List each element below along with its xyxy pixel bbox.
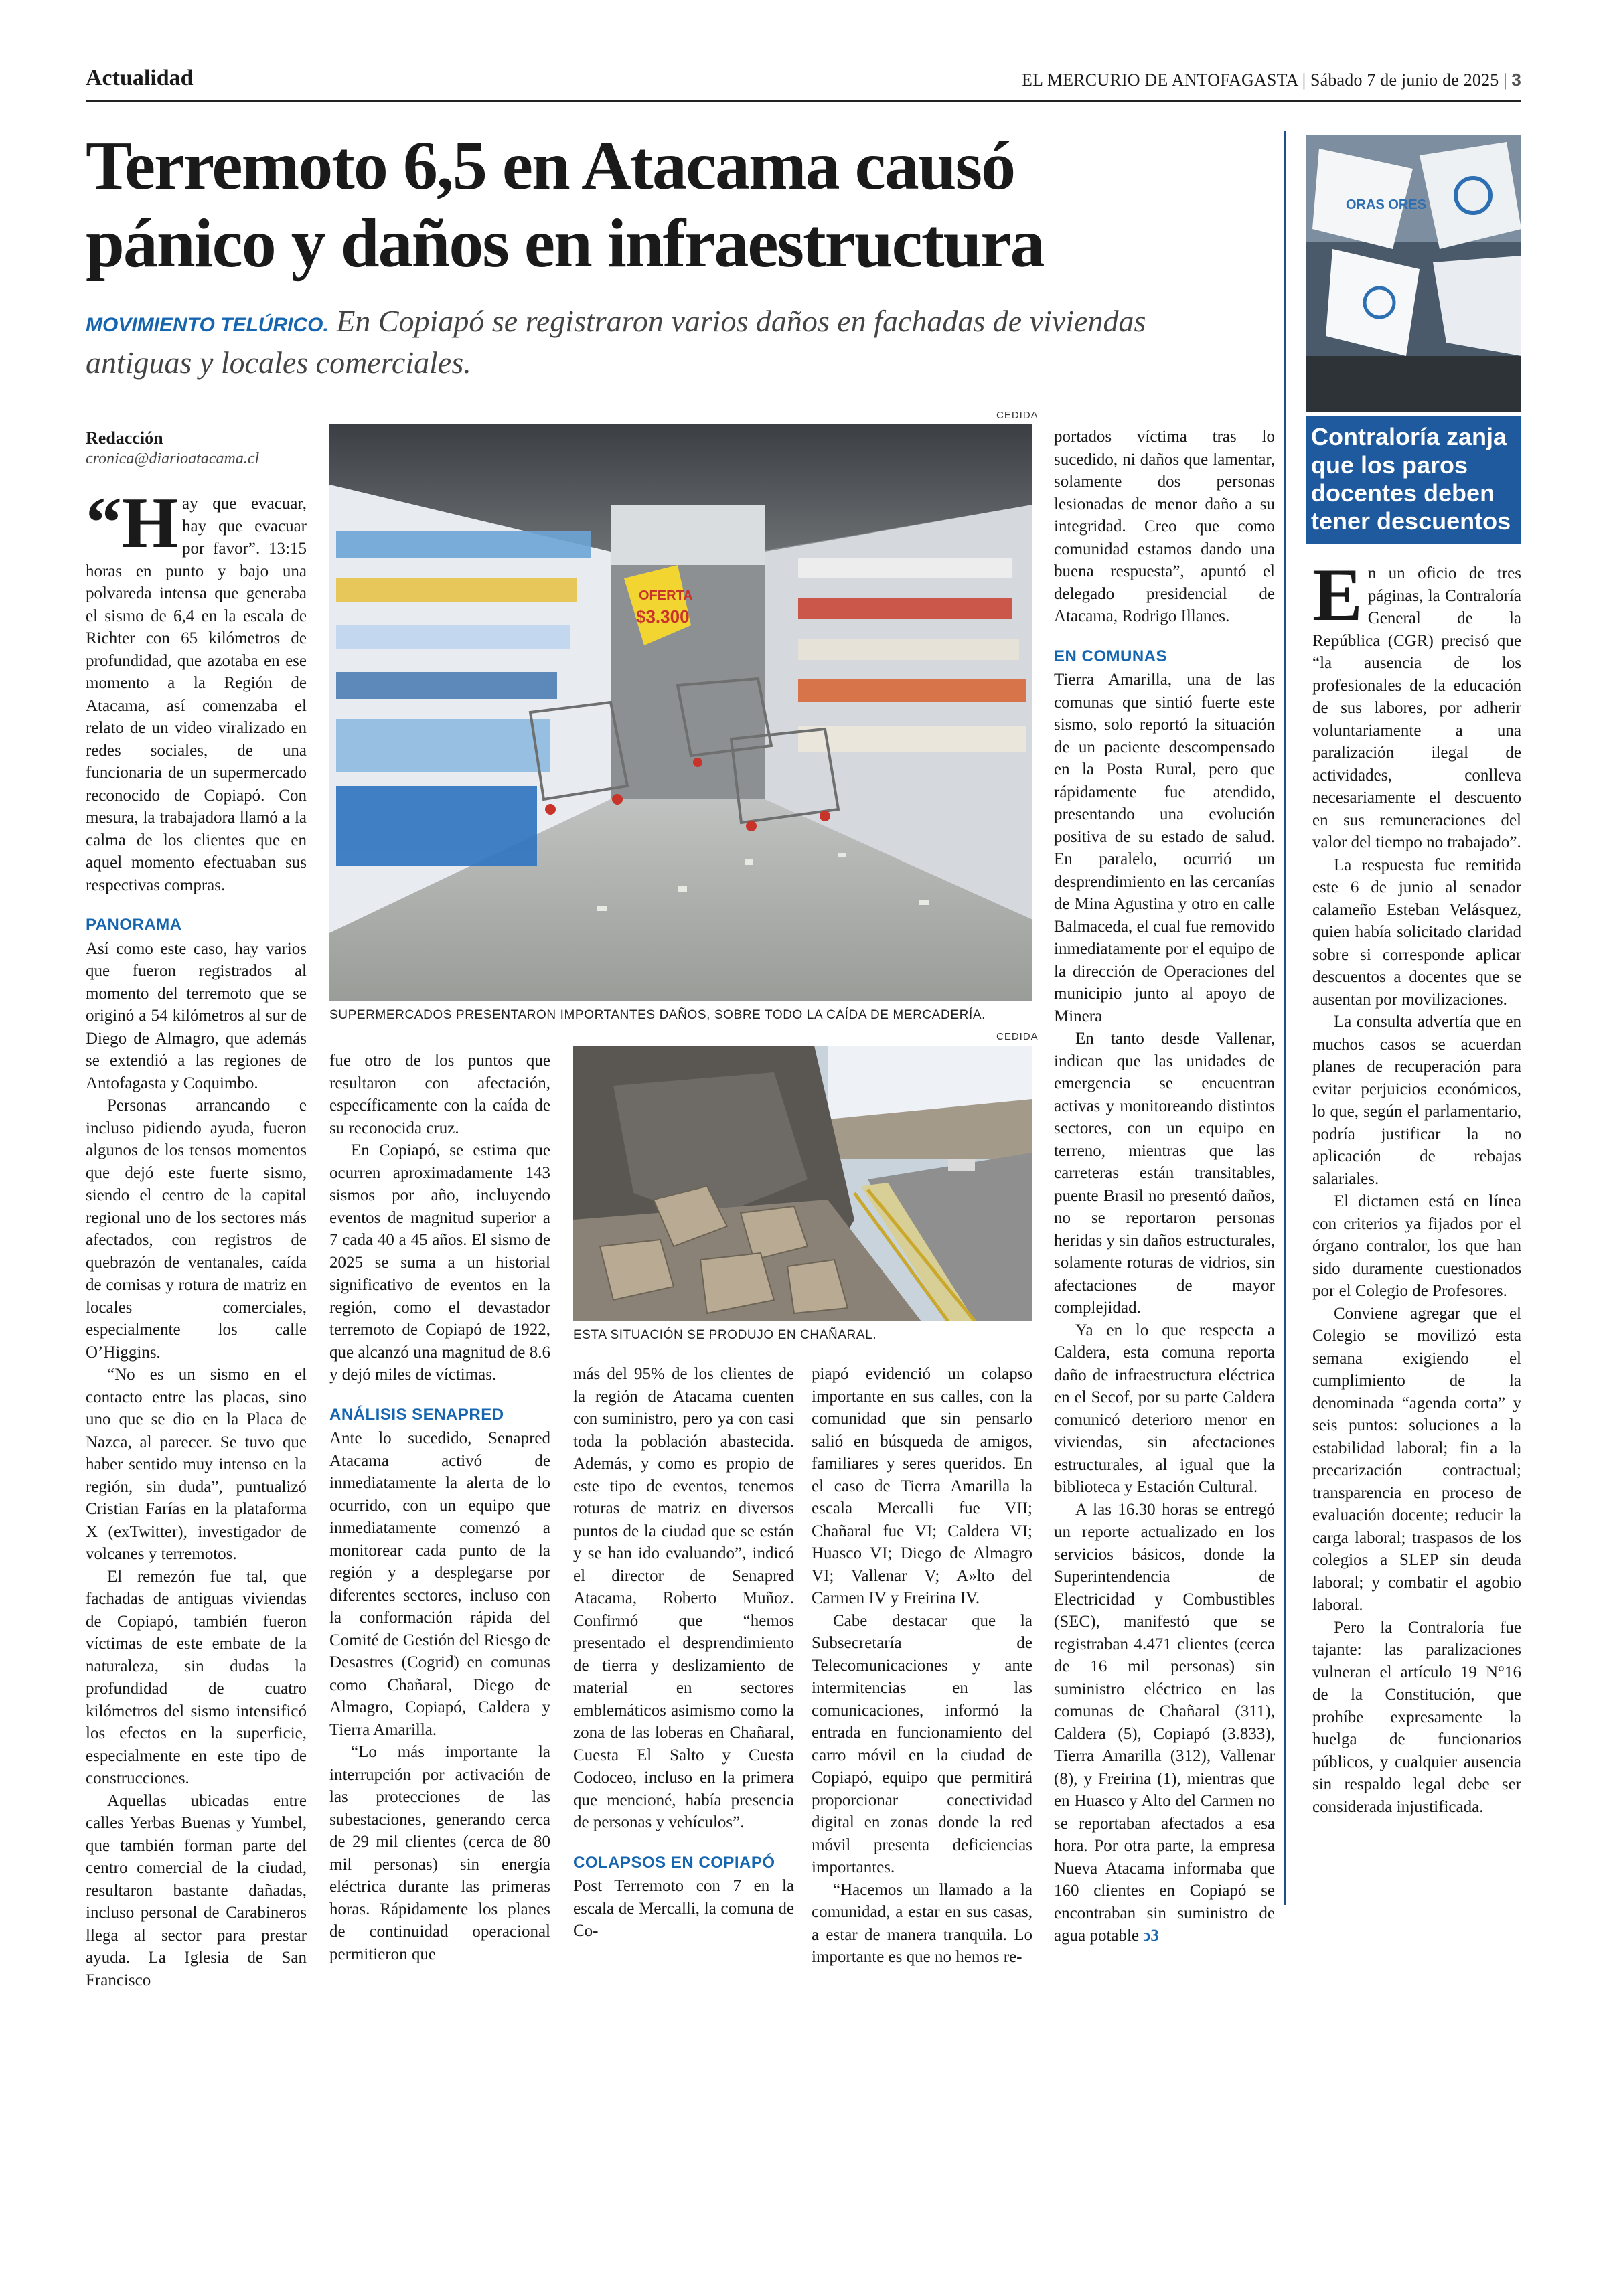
masthead: EL MERCURIO DE ANTOFAGASTA | Sábado 7 de junio de 2025 | 3: [1021, 70, 1521, 90]
drop-cap: “H: [86, 483, 179, 563]
issue-date: Sábado 7 de junio de 2025: [1310, 70, 1499, 90]
photo2-caption: ESTA SITUACIÓN SE PRODUJO EN CHAÑARAL.: [573, 1328, 877, 1342]
col3-p2: Post Terremoto con 7 en la escala de Mercalli, la comuna de Co-: [573, 1877, 794, 1940]
col5-p2: Tierra Amarilla, una de las comunas que sintió fuerte este sismo, solo reportó la situación de un paciente descompensado en la Posta Rural, pero que rápidamente fue atendido, presentando una evolución positiva de su estado de salud. En paralelo, ocurrió un desprendimiento en las cercanías de Mina Agustina y otro en calle Balmaceda, el cual fue removido inmediatamente por el equipo de la dirección de Operaciones del municipio junto al apoyo de Minera: [1054, 671, 1275, 1026]
chanaral-photo: [573, 1046, 1032, 1321]
col4-p3: “Hacemos un llamado a la comunidad, a estar en sus casas, a estar de manera tranquila. Lo importante es que no hemos re-: [812, 1880, 1032, 1966]
col5-p4: Ya en lo que respecta a Caldera, esta comuna reporta daño de infraestructura eléctrica en el Secof, por su parte Caldera comunicó deterioro menor en viviendas, sin afectaciones estructurales, al igual que la biblioteca y Estación Cultural.: [1054, 1321, 1275, 1496]
sidebar-column: [1312, 554, 1521, 1818]
photo1-credit: CEDIDA: [996, 410, 1039, 421]
byline: Redacción: [86, 428, 163, 448]
sidebar-p5: Conviene agregar que el Colegio se movilizó esta semana exigiendo el cumplimiento de la denominada “agenda corta” y seis puntos: soluciones a la estabilidad laboral; fin a la precarización contractual; transparencia en proceso de evaluación docente; reducir la carga laboral; traspasos de los colegios a SLEP sin deuda laboral; y combatir el agobio laboral.: [1312, 1304, 1521, 1614]
sidebar-p4: El dictamen está en línea con criterios ya fijados por el órgano contralor, los que han sido duramente cuestionados por el Colegio de Profesores.: [1312, 1192, 1521, 1300]
sidebar-drop-cap: E: [1312, 554, 1363, 637]
col4-p1: piapó evidenció un colapso importante en sus calles, con la comunidad que sin pensarlo salió en búsqueda de amigos, familiares y seres queridos. En el caso de Tierra Amarilla la escala Mercalli fue VII; Chañaral fue VI; Caldera VI; Huasco VI; Diego de Almagro VI; Vallenar V; A»lto del Carmen IV y Freirina IV.: [812, 1365, 1032, 1607]
sidebar-p2: La respuesta fue remitida este 6 de junio al senador calameño Esteban Velásquez, quien había solicitado claridad sobre si corresponde aplicar descuentos a docentes que se ausentan por movilizaciones.: [1312, 855, 1521, 1009]
col2-p1: fue otro de los puntos que resultaron con afectación, específicamente con la caída de su reconocida cruz.: [329, 1052, 550, 1137]
col1-p3: Personas arrancando e incluso pidiendo ayuda, fueron algunos de los tensos momentos que dejó este fuerte sismo, siendo el centro de la capital regional uno de los sectores más afectados, con registros de quebrazón de ventanales, caída de cornisas y rotura de matriz en locales comerciales, especialmente los calle O’Higgins.: [86, 1096, 307, 1362]
subhead-panorama: PANORAMA: [86, 916, 182, 934]
deck: [86, 303, 1217, 382]
subhead-colapsos: COLAPSOS EN COPIAPÓ: [573, 1853, 775, 1872]
sidebar-p1: n un oficio de tres páginas, la Contraloría General de la República (CGR) precisó que “la ausencia de los profesionales de la educación de sus labores, por adherir voluntariamente a una paralización ilegal de actividades, conlleva necesariamente el descuento en sus remuneraciones del valor del tiempo no trabajado”.: [1312, 564, 1521, 851]
byline-email[interactable]: cronica@diarioatacama.cl: [86, 450, 260, 467]
col1-p1: ay que evacuar, hay que evacuar por favor”. 13:15 horas en punto y bajo una polvareda intensa que generaba el sismo de 6,4 en la escala de Richter con 65 kilómetros de profundidad, que azotaba en ese momento a la Región de Atacama, así comenzaba el relato de un video viralizado en redes sociales, de una funcionaria de un supermercado reconocido de Copiapó. Con mesura, la trabajadora llamó a la calma de los clientes que en aquel momento efectuaban sus respectivas compras.: [86, 495, 307, 894]
sign-offer-text: OFERTA: [639, 588, 693, 603]
col3-p1: más del 95% de los clientes de la región de Atacama cuenten con suministro, pero ya con casi toda la población abastecida. Además, y como es propio de este tipo de eventos, tenemos roturas de matriz en diversos puntos de la ciudad que se están y se han ido evaluando”, indicó el director de Senapred Atacama, Roberto Muñoz. Confirmó que “hemos presentado el desprendimiento de tierra y deslizamiento de material en sectores emblemáticos asimismo como la zona de las loberas en Chañaral, Cuesta El Salto y Cuesta Codoceo, incluso en la primera que mencioné, había presencia de personas y vehículos”.: [573, 1365, 794, 1831]
page-number: 3: [1511, 70, 1521, 90]
col2-p4: “Lo más importante la interrupción por activación de las protecciones de las subestaciones, generando cerca de 29 mil clientes (cerca de 80 mil personas) sin energía eléctrica durante las primeras horas. Rápidamente los planes de continuidad operacional permitieron que: [329, 1743, 550, 1963]
sidebar-p6: Pero la Contraloría fue tajante: las paralizaciones vulneran el artículo 19 N°16 de la Constitución, que prohíbe expresamente la huelga de funcionarios públicos, y cualquier ausencia sin respaldo legal debe ser considerada injustificada.: [1312, 1618, 1521, 1816]
headline-line-1: Terremoto 6,5 en Atacama causó: [86, 127, 1015, 204]
deck-text: En Copiapó se registraron varios daños en fachadas de viviendas antiguas y locales comerciales.: [86, 304, 1146, 380]
article-column-4: [812, 1363, 1032, 1969]
sidebar-p3: La consulta advertía que en muchos casos se acuerdan planes de recuperación para evitar perjuicios económicos, lo que, según el parlamentario, podría justificar la no aplicación de rebajas salariales.: [1312, 1013, 1521, 1188]
photo1-caption: SUPERMERCADOS PRESENTARON IMPORTANTES DAÑOS, SOBRE TODO LA CAÍDA DE MERCADERÍA.: [329, 1008, 986, 1022]
col1-p2: Así como este caso, hay varios que fueron registrados al momento del terremoto que se originó a 54 kilómetros al sur de Diego de Almagro, que además se extendió a las regiones de Antofagasta y Coquimbo.: [86, 939, 307, 1092]
protest-flags-illustration: [1306, 135, 1521, 412]
col1-p5: El remezón fue tal, que fachadas de antiguas viviendas de Copiapó, también fueron víctimas de este embate de la naturaleza, sin dudas la profundidad de cuatro kilómetros del sismo intensificó los efectos en la superficie, especialmente en este tipo de construcciones.: [86, 1567, 307, 1787]
article-column-5: [1054, 426, 1275, 1947]
col2-p3: Ante lo sucedido, Senapred Atacama activó de inmediatamente la alerta de lo ocurrido, con un equipo que inmediatamente comenzó a monitorear cada punto de la región y a desplegarse por diferentes sectores, incluso con la conformación rápida del Comité de Gestión del Riesgo de Desastres (Cogrid) en comunas como Chañaral, Diego de Almagro, Copiapó, Caldera y Tierra Amarilla.: [329, 1429, 550, 1739]
end-mark-icon: ↄ3: [1143, 1926, 1159, 1945]
flag-text: ORAS ORES: [1346, 197, 1427, 212]
supermarket-photo: [329, 424, 1032, 1001]
newspaper-name: EL MERCURIO DE ANTOFAGASTA: [1021, 70, 1298, 90]
col5-p3: En tanto desde Vallenar, indican que las unidades de emergencia se encuentran activas y monitoreando distintos sectores, con un equipo en terreno, mientras que las carreteras están transitables, puente Brasil no presentó daños, no se reportaron personas heridas y sin daños estructurales, solamente roturas de vidrios, sin afectaciones de mayor complejidad.: [1054, 1030, 1275, 1317]
article-column-2: [329, 1050, 550, 1965]
header-rule: [86, 100, 1521, 102]
sign-price-text: $3.300: [636, 606, 690, 627]
subhead-senapred: ANÁLISIS SENAPRED: [329, 1405, 504, 1424]
col4-p2: Cabe destacar que la Subsecretaría de Telecomunicaciones y ante intermitencias en las comunicaciones, informó la entrada en funcionamiento del carro móvil en la ciudad de Copiapó, equipo que permitirá proporcionar conectividad digital en zonas donde la red móvil presenta deficiencias importantes.: [812, 1611, 1032, 1876]
col5-p5: A las 16.30 horas se entregó un reporte actualizado en los servicios básicos, donde la Superintendencia de Electricidad y Combustibles (SEC), manifestó que se registraban 4.471 clientes (cerca de 16 mil personas) sin suministro eléctrico en las comunas de Chañaral (311), Caldera (5), Copiapó (3.833), Tierra Amarilla (312), Vallenar (8), y Freirina (1), mientras que en Huasco y Alto del Carmen no se reportaban afectados a esa hora. Por otra parte, la empresa Nueva Atacama informaba que 160 clientes en Copiapó se encontraban sin suministro de agua potable: [1054, 1500, 1275, 1945]
article-column-3: [573, 1363, 794, 1943]
col5-p1: portados víctima tras lo sucedido, ni daños que lamentar, solamente dos personas lesionadas de menor daño a su integridad. Creo que como comunidad estamos dando una buena respuesta”, apuntó el delegado presidencial de Atacama, Rodrigo Illanes.: [1054, 428, 1275, 625]
headline-line-2: pánico y daños en infraestructura: [86, 205, 1044, 282]
subhead-comunas: EN COMUNAS: [1054, 647, 1168, 665]
col1-p6: Aquellas ubicadas entre calles Yerbas Buenas y Yumbel, que también forman parte del centro comercial de la ciudad, resultaron bastante dañadas, incluso personal de Carabineros llega al sector para prestar ayuda. La Iglesia de San Francisco: [86, 1791, 307, 1989]
col2-p2: En Copiapó, se estima que ocurren aproximadamente 143 sismos por año, incluyendo eventos de magnitud superior a 7 cada 40 a 45 años. El sismo de 2025 se suma a un historial significativo de eventos en la región, como el devastador terremoto de Copiapó de 1922, que alcanzó una magnitud de 8.6 y dejó miles de víctimas.: [329, 1141, 550, 1384]
sidebar-divider: [1284, 131, 1286, 1905]
kicker: MOVIMIENTO TELÚRICO.: [86, 314, 329, 336]
sidebar-title: Contraloría zanja que los paros docentes deben tener descuentos: [1306, 416, 1521, 544]
sidebar-photo: [1306, 135, 1521, 412]
photo2-credit: CEDIDA: [996, 1031, 1039, 1042]
section-label: Actualidad: [86, 66, 194, 90]
col1-p4: “No es un sismo en el contacto entre las placas, sino uno que se dio en la Placa de Nazca, al parecer. Se tuvo que haber sentido muy intenso en la región, sin duda”, puntualizó Cristian Farías en la plataforma X (exTwitter), investigador de volcanes y terremotos.: [86, 1366, 307, 1563]
headline: [86, 127, 1237, 282]
rockslide-illustration: [573, 1046, 1032, 1321]
article-column-1: [86, 483, 307, 1991]
supermarket-illustration: [329, 424, 1032, 1001]
